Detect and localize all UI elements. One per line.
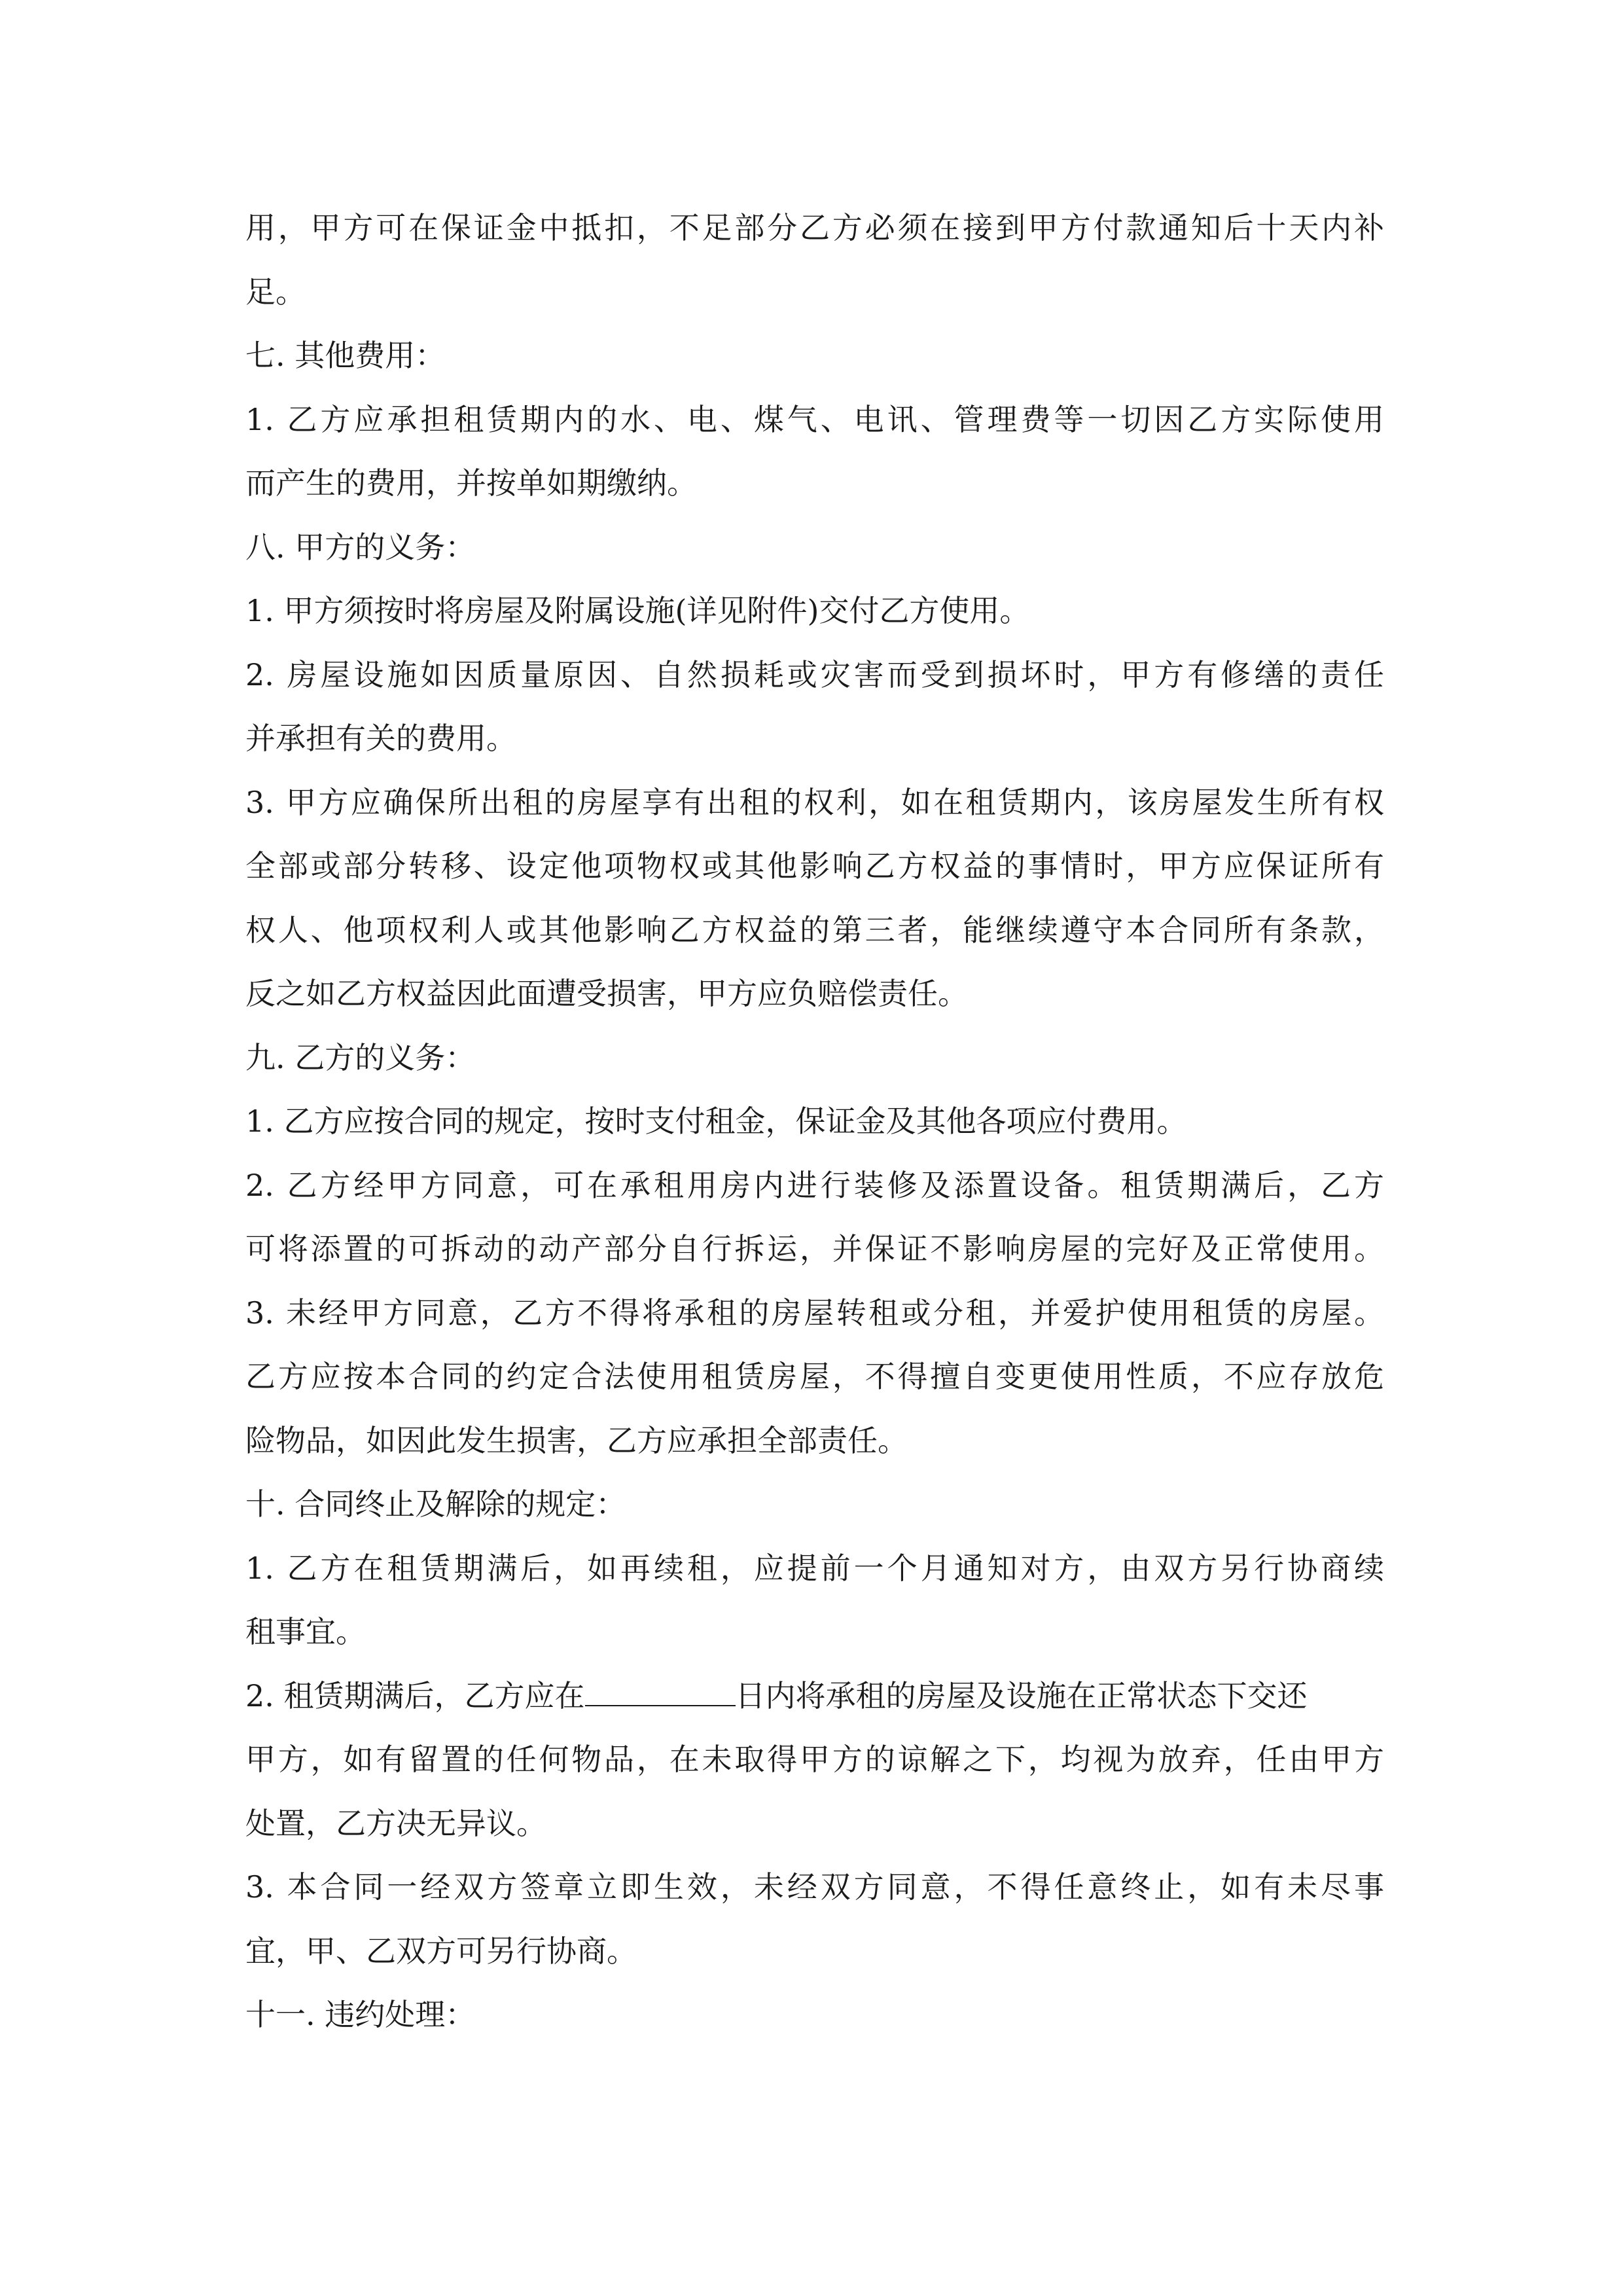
section-heading: 九. 乙方的义务： [245, 1039, 476, 1075]
fill-in-blank [585, 1679, 736, 1706]
text-line: 反之如乙方权益因此面遭受损害，甲方应负赔偿责任。 [245, 976, 968, 1011]
document-page [245, 196, 1384, 2047]
text-line: 险物品，如因此发生损害，乙方应承担全部责任。 [245, 1422, 908, 1458]
section-heading: 八. 甲方的义务： [245, 529, 476, 565]
text-line: 处置，乙方决无异议。 [245, 1805, 546, 1841]
text-line: 3. 甲方应确保所出租的房屋享有出租的权利，如在租赁期内，该房屋发生所有权 [245, 784, 1384, 820]
text-line: 足。 [245, 274, 306, 310]
section-heading: 十一. 违约处理： [245, 1997, 476, 2032]
section-heading: 七. 其他费用： [245, 338, 446, 373]
text-line: 甲方，如有留置的任何物品，在未取得甲方的谅解之下，均视为放弃，任由甲方 [245, 1742, 1384, 1777]
text-line: 并承担有关的费用。 [245, 721, 516, 756]
text-line: 租事宜。 [245, 1614, 366, 1649]
text-line: 3. 本合同一经双方签章立即生效，未经双方同意，不得任意终止，如有未尽事 [245, 1869, 1384, 1905]
text-line: 用，甲方可在保证金中抵扣，不足部分乙方必须在接到甲方付款通知后十天内补 [245, 210, 1384, 245]
text-segment: 2. 租赁期满后，乙方应在 [245, 1677, 585, 1713]
section-heading: 十. 合同终止及解除的规定： [245, 1486, 626, 1522]
text-line: 宜，甲、乙双方可另行协商。 [245, 1933, 637, 1969]
text-line: 2. 乙方经甲方同意，可在承租用房内进行装修及添置设备。租赁期满后，乙方 [245, 1167, 1384, 1203]
text-line: 而产生的费用，并按单如期缴纳。 [245, 465, 697, 501]
text-line: 1. 乙方应按合同的规定，按时支付租金，保证金及其他各项应付费用。 [245, 1103, 1187, 1139]
text-line: 3. 未经甲方同意，乙方不得将承租的房屋转租或分租，并爱护使用租赁的房屋。 [245, 1295, 1384, 1331]
text-line: 1. 甲方须按时将房屋及附属设施(详见附件)交付乙方使用。 [245, 593, 1030, 628]
text-line: 可将添置的可拆动的动产部分自行拆运，并保证不影响房屋的完好及正常使用。 [245, 1231, 1384, 1266]
text-line: 2. 房屋设施如因质量原因、自然损耗或灾害而受到损坏时，甲方有修缮的责任 [245, 656, 1384, 692]
text-line: 1. 乙方应承担租赁期内的水、电、煤气、电讯、管理费等一切因乙方实际使用 [245, 401, 1384, 437]
text-line: 权人、他项权利人或其他影响乙方权益的第三者，能继续遵守本合同所有条款， [245, 912, 1384, 948]
text-line: 全部或部分转移、设定他项物权或其他影响乙方权益的事情时，甲方应保证所有 [245, 848, 1384, 884]
text-line-with-blank [245, 1664, 1384, 1729]
text-line: 乙方应按本合同的约定合法使用租赁房屋，不得擅自变更使用性质，不应存放危 [245, 1359, 1384, 1394]
text-segment: 日内将承租的房屋及设施在正常状态下交还 [735, 1677, 1308, 1713]
text-line: 1. 乙方在租赁期满后，如再续租，应提前一个月通知对方，由双方另行协商续 [245, 1550, 1384, 1586]
